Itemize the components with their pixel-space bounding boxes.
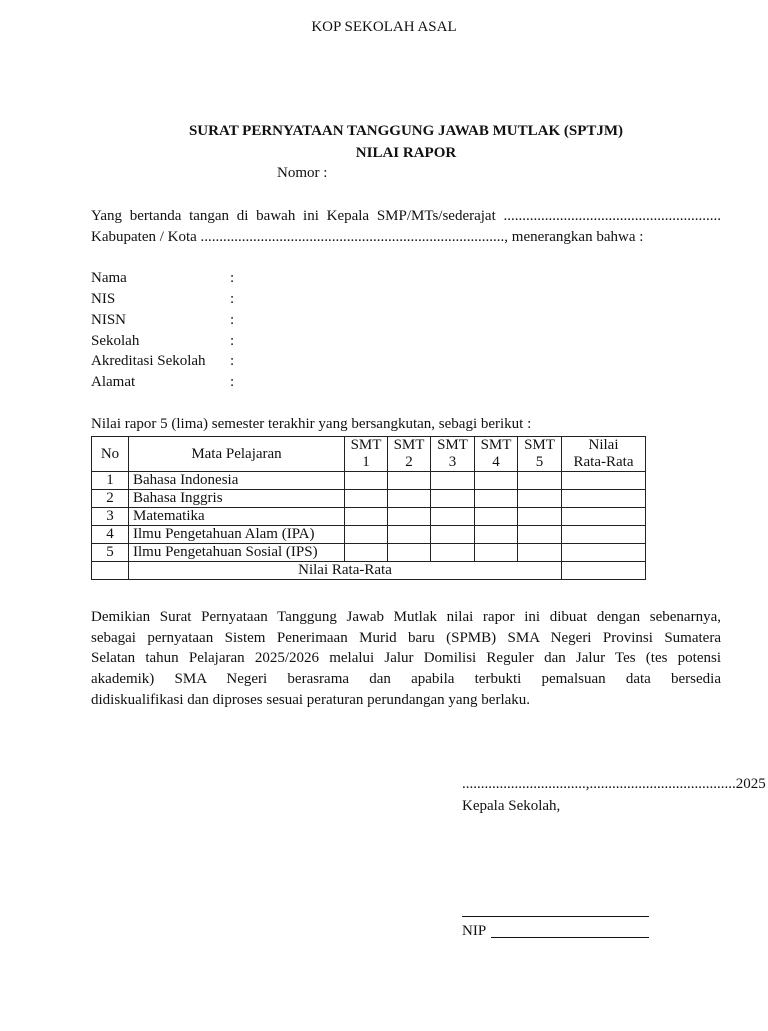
grade-cell[interactable] <box>431 544 475 562</box>
grade-cell[interactable] <box>388 508 431 526</box>
grade-cell[interactable] <box>475 508 518 526</box>
field-colon: : <box>230 291 235 307</box>
header-smt3: SMT 3 <box>431 437 475 472</box>
overall-average-cell[interactable] <box>562 562 646 580</box>
closing-line: Selatan tahun Pelajaran 2025/2026 melalui Jalur Domilisi Reguler dan Jalur Tes (tes potensi <box>91 650 721 667</box>
grade-cell[interactable] <box>475 490 518 508</box>
document-title: SURAT PERNYATAAN TANGGUNG JAWAB MUTLAK (SPTJM) <box>188 123 624 139</box>
signature-line <box>462 916 649 917</box>
header-smt4: SMT 4 <box>475 437 518 472</box>
grade-cell[interactable] <box>345 544 388 562</box>
grade-cell[interactable] <box>518 490 562 508</box>
signature-date: .................................,.......................................2025 <box>462 776 766 792</box>
grade-cell[interactable] <box>431 472 475 490</box>
row-subject: Matematika <box>129 508 345 526</box>
grade-cell[interactable] <box>345 472 388 490</box>
row-no: 3 <box>92 508 129 526</box>
table-row <box>92 526 646 544</box>
grade-cell[interactable] <box>475 472 518 490</box>
header-smt2: SMT 2 <box>388 437 431 472</box>
grade-cell[interactable] <box>475 544 518 562</box>
table-footer-row <box>92 562 646 580</box>
header-smt5: SMT 5 <box>518 437 562 472</box>
grade-cell[interactable] <box>345 490 388 508</box>
grade-cell[interactable] <box>431 490 475 508</box>
grades-table <box>91 436 646 580</box>
field-label-nama: Nama <box>91 270 127 286</box>
field-colon: : <box>230 270 235 286</box>
field-label-nisn: NISN <box>91 312 127 328</box>
intro-line: Yang bertanda tangan di bawah ini Kepala SMP/MTs/sederajat .......................................................... <box>91 208 721 224</box>
intro-line: Kabupaten / Kota ................................................................................., menerangkan bahwa : <box>91 228 644 245</box>
average-cell[interactable] <box>562 526 646 544</box>
intro-paragraph <box>91 206 721 247</box>
closing-line: didiskualifikasi dan diproses sesuai peraturan perundangan yang berlaku. <box>91 691 531 708</box>
grade-cell[interactable] <box>345 508 388 526</box>
closing-line: sebagai pernyataan Sistem Penerimaan Murid baru (SPMB) SMA Negeri Provinsi Sumatera <box>91 629 721 646</box>
closing-line: Demikian Surat Pernyataan Tanggung Jawab Mutlak nilai rapor ini dibuat dengan sebenarnya, <box>91 609 721 625</box>
grade-cell[interactable] <box>345 526 388 544</box>
grade-cell[interactable] <box>388 472 431 490</box>
field-colon: : <box>230 333 235 349</box>
average-cell[interactable] <box>562 544 646 562</box>
table-intro: Nilai rapor 5 (lima) semester terakhir yang bersangkutan, sebagi berikut : <box>91 416 532 432</box>
field-colon: : <box>230 374 235 390</box>
average-cell[interactable] <box>562 490 646 508</box>
grade-cell[interactable] <box>388 544 431 562</box>
average-cell[interactable] <box>562 472 646 490</box>
nip-label: NIP <box>462 923 487 939</box>
field-label-alamat: Alamat <box>91 374 136 390</box>
signature-role: Kepala Sekolah, <box>462 798 561 814</box>
row-subject: Ilmu Pengetahuan Alam (IPA) <box>129 526 345 544</box>
table-row <box>92 544 646 562</box>
row-no: 5 <box>92 544 129 562</box>
grade-cell[interactable] <box>388 526 431 544</box>
grade-cell[interactable] <box>518 526 562 544</box>
closing-paragraph <box>91 607 721 711</box>
header-smt1: SMT 1 <box>345 437 388 472</box>
grade-cell[interactable] <box>518 472 562 490</box>
header-average: Nilai Rata-Rata <box>562 437 646 472</box>
letterhead-placeholder: KOP SEKOLAH ASAL <box>311 19 457 35</box>
table-row <box>92 490 646 508</box>
empty-cell <box>92 562 129 580</box>
field-colon: : <box>230 353 235 369</box>
row-no: 4 <box>92 526 129 544</box>
row-no: 1 <box>92 472 129 490</box>
nip-line <box>491 937 649 938</box>
row-subject: Ilmu Pengetahuan Sosial (IPS) <box>129 544 345 562</box>
grade-cell[interactable] <box>475 526 518 544</box>
grade-cell[interactable] <box>431 508 475 526</box>
nomor-label: Nomor : <box>277 165 328 181</box>
table-header-row <box>92 437 646 472</box>
grade-cell[interactable] <box>388 490 431 508</box>
header-subject: Mata Pelajaran <box>129 437 345 472</box>
field-colon: : <box>230 312 235 328</box>
row-subject: Bahasa Indonesia <box>129 472 345 490</box>
row-no: 2 <box>92 490 129 508</box>
field-label-nis: NIS <box>91 291 116 307</box>
document-subtitle: NILAI RAPOR <box>355 145 457 161</box>
row-subject: Bahasa Inggris <box>129 490 345 508</box>
grade-cell[interactable] <box>431 526 475 544</box>
average-cell[interactable] <box>562 508 646 526</box>
field-label-sekolah: Sekolah <box>91 333 140 349</box>
footer-label: Nilai Rata-Rata <box>129 562 562 580</box>
table-row <box>92 472 646 490</box>
header-no: No <box>92 437 129 472</box>
grade-cell[interactable] <box>518 508 562 526</box>
table-row <box>92 508 646 526</box>
closing-line: akademik) SMA Negeri berasrama dan apabila terbukti pemalsuan data bersedia <box>91 671 721 688</box>
grade-cell[interactable] <box>518 544 562 562</box>
field-label-akreditasi: Akreditasi Sekolah <box>91 353 206 369</box>
